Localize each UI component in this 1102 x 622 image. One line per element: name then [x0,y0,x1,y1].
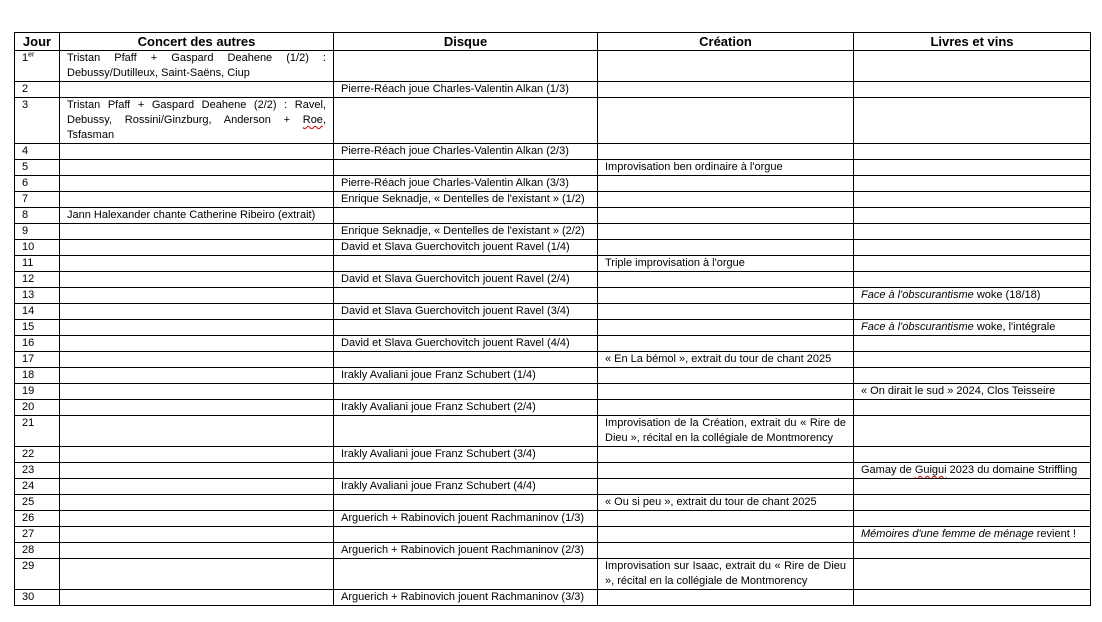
table-row [15,208,1091,224]
cell-creation [598,511,854,527]
cell-disque [334,208,598,224]
table-row [15,82,1091,98]
table-row [15,304,1091,320]
day-number: 17 [22,353,35,365]
cell-disque [334,463,598,479]
cell-creation [598,192,854,208]
cell-concert [60,160,334,176]
day-number: 3 [22,99,29,111]
day-number: 16 [22,337,35,349]
cell-day [15,368,60,384]
table-row [15,192,1091,208]
cell-concert [60,479,334,495]
livres-title: Face à l'obscurantisme [861,321,974,333]
cell-concert [60,288,334,304]
cell-livres [854,511,1091,527]
cell-concert [60,240,334,256]
cell-concert [60,511,334,527]
table-row [15,176,1091,192]
cell-disque [334,543,598,559]
cell-creation [598,495,854,511]
livres-text: « On dirait le sud » 2024, Clos Teisseire [861,385,1056,397]
cell-disque [334,144,598,160]
table-row [15,320,1091,336]
disque-text: Arguerich + Rabinovich jouent Rachmaninov (1/3) [341,512,585,524]
cell-concert [60,192,334,208]
cell-day [15,384,60,400]
cell-disque [334,320,598,336]
cell-day [15,463,60,479]
table-row [15,51,1091,82]
cell-concert [60,559,334,590]
cell-livres [854,224,1091,240]
cell-day [15,224,60,240]
creation-text: Improvisation sur Isaac, extrait du « Rire de Dieu », récital en la collégiale de Montmorency [605,560,846,587]
cell-concert [60,416,334,447]
cell-disque [334,160,598,176]
cell-disque [334,240,598,256]
day-number: 8 [22,209,29,221]
table-row [15,543,1091,559]
day-number: 1 [22,52,29,64]
day-number: 2 [22,83,29,95]
day-number: 30 [22,591,35,603]
day-number: 18 [22,369,35,381]
cell-disque [334,288,598,304]
cell-creation [598,208,854,224]
table-row [15,288,1091,304]
cell-disque [334,511,598,527]
cell-day [15,160,60,176]
cell-day [15,511,60,527]
cell-day [15,272,60,288]
cell-disque [334,495,598,511]
cell-creation [598,400,854,416]
cell-disque [334,272,598,288]
cell-day [15,400,60,416]
header-row [15,33,1091,51]
cell-disque [334,82,598,98]
cell-creation [598,479,854,495]
cell-creation [598,320,854,336]
cell-day [15,416,60,447]
cell-creation [598,176,854,192]
cell-concert [60,590,334,606]
cell-creation [598,590,854,606]
cell-concert [60,352,334,368]
cell-concert [60,224,334,240]
concert-text: Tristan Pfaff + Gaspard Deahene (2/2) : Ravel, Debussy, Rossini/Ginzburg, Anderson + [67,99,326,126]
concert-text-suffix: , Tsfasman [67,114,326,141]
cell-concert [60,400,334,416]
day-number: 15 [22,321,35,333]
header-jour: Jour [15,33,60,51]
cell-creation [598,416,854,447]
cell-livres [854,495,1091,511]
table-row [15,368,1091,384]
cell-day [15,527,60,543]
cell-livres [854,208,1091,224]
cell-disque [334,51,598,82]
cell-livres [854,240,1091,256]
cell-concert [60,144,334,160]
livres-text-suffix: revient ! [1033,528,1076,540]
cell-day [15,590,60,606]
day-number: 26 [22,512,35,524]
cell-creation [598,368,854,384]
day-suffix: er [28,51,35,59]
cell-disque [334,416,598,447]
cell-creation [598,98,854,144]
cell-concert [60,384,334,400]
table-row [15,352,1091,368]
table-row [15,463,1091,479]
table-row [15,240,1091,256]
cell-livres [854,336,1091,352]
cell-livres [854,304,1091,320]
cell-disque [334,336,598,352]
cell-concert [60,320,334,336]
cell-livres [854,479,1091,495]
table-row [15,559,1091,590]
creation-text: Improvisation ben ordinaire à l'orgue [605,161,783,173]
cell-day [15,543,60,559]
disque-text: Arguerich + Rabinovich jouent Rachmaninov (2/3) [341,544,585,556]
table-row [15,590,1091,606]
cell-day [15,176,60,192]
day-number: 22 [22,448,35,460]
disque-text: Pierre-Réach joue Charles-Valentin Alkan (3/3) [341,177,569,189]
day-number: 9 [22,225,29,237]
day-number: 13 [22,289,35,301]
day-number: 25 [22,496,35,508]
cell-creation [598,463,854,479]
cell-disque [334,368,598,384]
disque-text: Enrique Seknadje, « Dentelles de l'existant » (2/2) [341,225,585,237]
table-row [15,144,1091,160]
disque-text: Pierre-Réach joue Charles-Valentin Alkan (2/3) [341,145,569,157]
cell-day [15,256,60,272]
creation-text: Improvisation de la Création, extrait du « Rire de Dieu », récital en la collégiale de Montmorency [605,417,846,444]
table-row [15,256,1091,272]
concert-text: Tristan Pfaff + Gaspard Deahene (1/2) : Debussy/Dutilleux, Saint-Saëns, Ciup [67,52,326,79]
disque-text: Irakly Avaliani joue Franz Schubert (1/4) [341,369,536,381]
cell-creation [598,288,854,304]
cell-creation [598,336,854,352]
cell-creation [598,559,854,590]
cell-disque [334,400,598,416]
day-number: 29 [22,560,35,572]
cell-livres [854,368,1091,384]
day-number: 12 [22,273,35,285]
cell-concert [60,51,334,82]
disque-text: Enrique Seknadje, « Dentelles de l'existant » (1/2) [341,193,585,205]
cell-concert [60,176,334,192]
cell-day [15,479,60,495]
cell-livres [854,590,1091,606]
creation-text: « Ou si peu », extrait du tour de chant 2025 [605,496,817,508]
table-row [15,224,1091,240]
cell-livres [854,527,1091,543]
cell-day [15,559,60,590]
cell-day [15,192,60,208]
table-row [15,511,1091,527]
day-number: 27 [22,528,35,540]
header-creation: Création [598,33,854,51]
cell-disque [334,479,598,495]
cell-concert [60,304,334,320]
day-number: 7 [22,193,29,205]
day-number: 4 [22,145,29,157]
day-number: 19 [22,385,35,397]
cell-day [15,82,60,98]
cell-disque [334,256,598,272]
cell-concert [60,527,334,543]
livres-title: Face à l'obscurantisme [861,289,974,301]
cell-creation [598,240,854,256]
cell-creation [598,272,854,288]
cell-day [15,98,60,144]
cell-creation [598,384,854,400]
cell-disque [334,384,598,400]
creation-text: Triple improvisation à l'orgue [605,257,745,269]
cell-creation [598,543,854,559]
disque-text: Irakly Avaliani joue Franz Schubert (2/4) [341,401,536,413]
cell-concert [60,208,334,224]
cell-concert [60,98,334,144]
cell-disque [334,447,598,463]
cell-disque [334,527,598,543]
cell-creation [598,144,854,160]
day-number: 21 [22,417,35,429]
cell-livres [854,192,1091,208]
cell-livres [854,82,1091,98]
disque-text: David et Slava Guerchovitch jouent Ravel (3/4) [341,305,570,317]
cell-livres [854,144,1091,160]
header-disque: Disque [334,33,598,51]
cell-day [15,447,60,463]
table-row [15,160,1091,176]
livres-title: Mémoires d'une femme de ménage [861,528,1034,540]
livres-text: Gamay de [861,464,915,476]
table-row [15,336,1091,352]
cell-livres [854,543,1091,559]
table-row [15,416,1091,447]
cell-day [15,336,60,352]
creation-text: « En La bémol », extrait du tour de chant 2025 [605,353,832,365]
table-row [15,495,1091,511]
header-livres: Livres et vins [854,33,1091,51]
day-number: 24 [22,480,35,492]
cell-concert [60,543,334,559]
day-number: 10 [22,241,35,253]
cell-concert [60,256,334,272]
disque-text: Arguerich + Rabinovich jouent Rachmaninov (3/3) [341,591,585,603]
cell-day [15,288,60,304]
table-row [15,272,1091,288]
cell-disque [334,559,598,590]
cell-livres [854,463,1091,479]
disque-text: Pierre-Réach joue Charles-Valentin Alkan (1/3) [341,83,569,95]
table-row [15,527,1091,543]
cell-disque [334,224,598,240]
cell-creation [598,304,854,320]
cell-livres [854,98,1091,144]
cell-livres [854,176,1091,192]
table-row [15,479,1091,495]
cell-day [15,240,60,256]
day-number: 23 [22,464,35,476]
day-number: 5 [22,161,29,173]
cell-day [15,208,60,224]
cell-creation [598,527,854,543]
concert-flagged-word: Roe [302,114,323,126]
day-number: 14 [22,305,35,317]
cell-concert [60,495,334,511]
cell-disque [334,304,598,320]
cell-concert [60,272,334,288]
disque-text: Irakly Avaliani joue Franz Schubert (4/4) [341,480,536,492]
cell-livres [854,416,1091,447]
disque-text: David et Slava Guerchovitch jouent Ravel (2/4) [341,273,570,285]
cell-concert [60,447,334,463]
cell-day [15,144,60,160]
cell-livres [854,352,1091,368]
table-row [15,447,1091,463]
cell-disque [334,590,598,606]
cell-livres [854,272,1091,288]
cell-day [15,304,60,320]
livres-text-suffix: woke (18/18) [973,289,1041,301]
schedule-table [14,32,1091,606]
cell-livres [854,447,1091,463]
disque-text: David et Slava Guerchovitch jouent Ravel (4/4) [341,337,570,349]
cell-day [15,51,60,82]
cell-livres [854,320,1091,336]
table-row [15,98,1091,144]
concert-text: Jann Halexander chante Catherine Ribeiro (extrait) [67,209,316,221]
cell-disque [334,192,598,208]
cell-creation [598,51,854,82]
day-number: 20 [22,401,35,413]
table-row [15,384,1091,400]
cell-creation [598,256,854,272]
cell-livres [854,384,1091,400]
cell-day [15,495,60,511]
cell-livres [854,256,1091,272]
disque-text: Irakly Avaliani joue Franz Schubert (3/4) [341,448,536,460]
cell-creation [598,160,854,176]
cell-livres [854,288,1091,304]
cell-creation [598,352,854,368]
cell-day [15,352,60,368]
cell-disque [334,352,598,368]
day-number: 6 [22,177,29,189]
disque-text: David et Slava Guerchovitch jouent Ravel (1/4) [341,241,570,253]
livres-text-suffix: woke, l'intégrale [973,321,1056,333]
cell-creation [598,447,854,463]
cell-livres [854,160,1091,176]
cell-livres [854,400,1091,416]
cell-disque [334,176,598,192]
cell-livres [854,559,1091,590]
day-number: 28 [22,544,35,556]
livres-flagged-word: Guigui [914,464,947,476]
livres-text-suffix: 2023 du domaine Striffling [946,464,1078,476]
cell-disque [334,98,598,144]
cell-livres [854,51,1091,82]
cell-concert [60,368,334,384]
header-concert: Concert des autres [60,33,334,51]
cell-creation [598,224,854,240]
cell-day [15,320,60,336]
cell-concert [60,82,334,98]
day-number: 11 [22,257,34,269]
cell-creation [598,82,854,98]
cell-concert [60,463,334,479]
table-row [15,400,1091,416]
cell-concert [60,336,334,352]
